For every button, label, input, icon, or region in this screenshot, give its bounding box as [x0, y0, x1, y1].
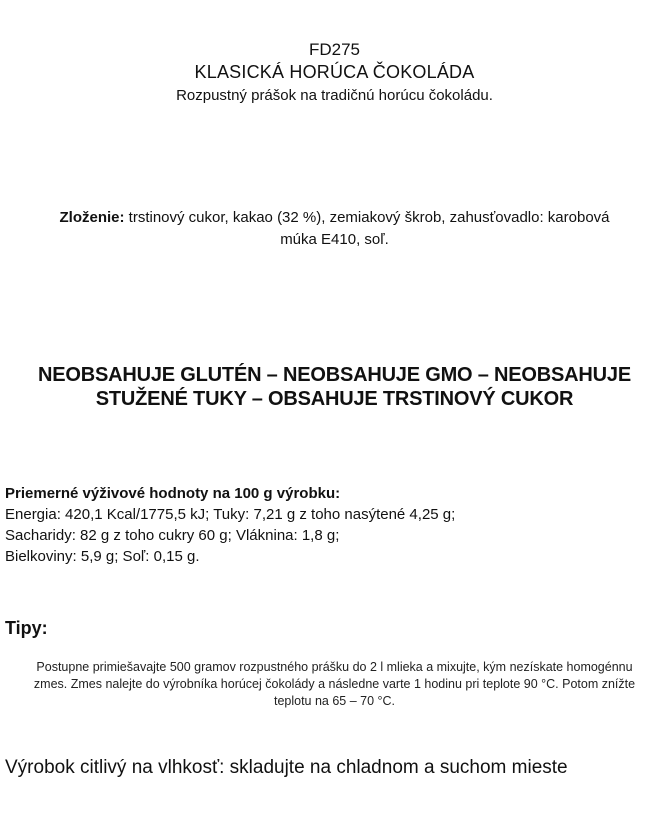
storage-instructions: Výrobok citlivý na vlhkosť: skladujte na chladnom a suchom mieste — [5, 757, 568, 778]
nutrition-protein-salt: Bielkoviny: 5,9 g; Soľ: 0,15 g. — [5, 548, 200, 565]
tips-heading: Tipy: — [5, 618, 48, 638]
product-description: Rozpustný prášok na tradičnú horúcu čokoládu. — [176, 87, 493, 104]
nutrition-section — [5, 483, 630, 567]
product-code: FD275 — [308, 40, 361, 59]
nutrition-energy-fat: Energia: 420,1 Kcal/1775,5 kJ; Tuky: 7,21 g z toho nasýtené 4,25 g; — [5, 506, 456, 523]
ingredients-text: trstinový cukor, kakao (32 %), zemiakový škrob, zahusťovadlo: karobová múka E410, soľ. — [124, 209, 610, 248]
product-name: KLASICKÁ HORÚCA ČOKOLÁDA — [194, 62, 475, 82]
nutrition-heading: Priemerné výživové hodnoty na 100 g výrobku: — [5, 485, 341, 502]
ingredients-label: Zloženie: — [59, 209, 125, 226]
tips-text: Postupne primiešavajte 500 gramov rozpustného prášku do 2 l mlieka a mixujte, kým nezískate homogénnu zmes. Zmes nalejte do výrobníka horúcej čokolády a následne varte 1 hodinu pri teplote 90 °C. Potom znížte teplotu na 65 – 70 °C. — [33, 660, 636, 708]
nutrition-carbs-fiber: Sacharidy: 82 g z toho cukry 60 g; Vláknina: 1,8 g; — [5, 527, 340, 544]
product-claims: NEOBSAHUJE GLUTÉN – NEOBSAHUJE GMO – NEOBSAHUJE STUŽENÉ TUKY – OBSAHUJE TRSTINOVÝ CUKOR — [38, 364, 631, 410]
ingredients-section — [40, 207, 629, 251]
